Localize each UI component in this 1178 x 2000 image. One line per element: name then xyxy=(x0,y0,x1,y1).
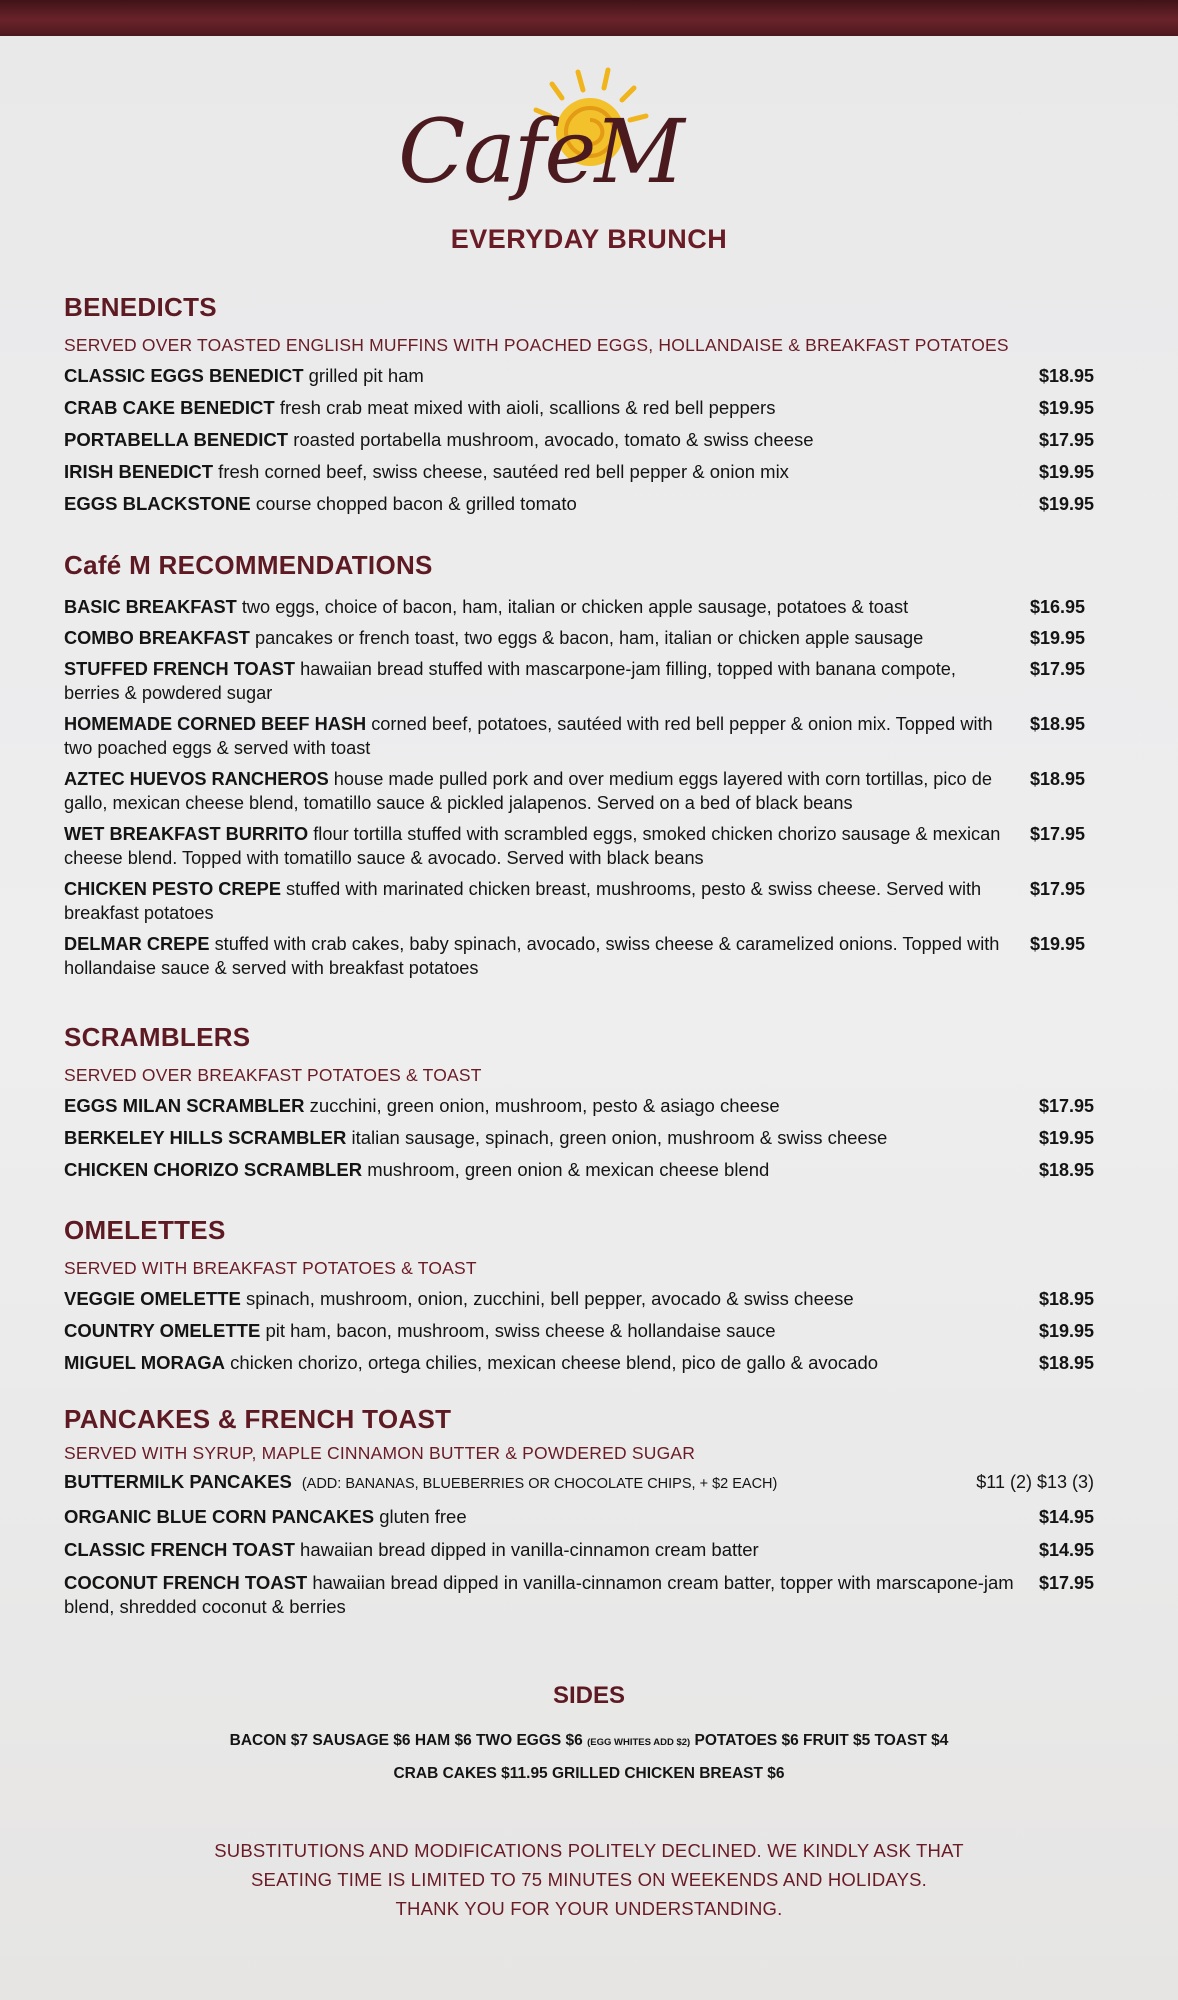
sides-line-2: CRAB CAKES $11.95 GRILLED CHICKEN BREAST $6 xyxy=(393,1765,785,1782)
item-name: CLASSIC EGGS BENEDICT xyxy=(64,365,304,386)
item-price: $17.95 xyxy=(1030,824,1086,844)
footer-line: THANK YOU FOR YOUR UNDERSTANDING. xyxy=(395,1898,783,1919)
section-title: OMELETTES xyxy=(64,1215,226,1245)
item-name: DELMAR CREPE xyxy=(64,934,210,954)
menu-item xyxy=(64,767,1094,815)
item-description: stuffed with crab cakes, baby spinach, avocado, swiss cheese & caramelized onions. Topped with hollandaise sauce & served with breakfast potatoes xyxy=(64,934,1000,978)
item-name: EGGS BLACKSTONE xyxy=(64,493,251,514)
item-description: two eggs, choice of bacon, ham, italian or chicken apple sausage, potatoes & toast xyxy=(236,597,909,617)
section-title: SCRAMBLERS xyxy=(64,1022,251,1052)
item-list xyxy=(64,364,1094,516)
item-price: $19.95 xyxy=(1038,1321,1094,1341)
item-name: BASIC BREAKFAST xyxy=(64,597,237,617)
item-name: AZTEC HUEVOS RANCHEROS xyxy=(64,769,329,789)
item-name: COCONUT FRENCH TOAST xyxy=(64,1572,308,1593)
sides-title: SIDES xyxy=(552,1682,626,1709)
menu-item xyxy=(64,657,1094,705)
item-name: PORTABELLA BENEDICT xyxy=(64,429,289,450)
item-list xyxy=(64,1094,1094,1182)
item-name: COMBO BREAKFAST xyxy=(64,628,250,648)
section-recommendations xyxy=(64,550,1094,980)
item-description: pancakes or french toast, two eggs & bacon, ham, italian or chicken apple sausage xyxy=(249,628,924,648)
item-price: $14.95 xyxy=(1038,1507,1094,1527)
menu-item xyxy=(64,1470,1094,1496)
item-description: chicken chorizo, ortega chilies, mexican cheese blend, pico de gallo & avocado xyxy=(225,1352,879,1373)
menu-item xyxy=(64,1287,1094,1311)
item-name: IRISH BENEDICT xyxy=(64,461,214,482)
menu-item xyxy=(64,1126,1094,1150)
menu-item xyxy=(64,595,1094,619)
item-addon: (ADD: BANANAS, BLUEBERRIES OR CHOCOLATE CHIPS, + $2 EACH) xyxy=(301,1476,778,1492)
sides-text: POTATOES $6 FRUIT $5 TOAST $4 xyxy=(694,1732,949,1749)
section-title: PANCAKES & FRENCH TOAST xyxy=(64,1404,452,1434)
item-price: $16.95 xyxy=(1030,597,1086,617)
item-price: $18.95 xyxy=(1038,1160,1094,1180)
menu-item xyxy=(64,822,1094,870)
item-name: VEGGIE OMELETTE xyxy=(64,1288,241,1309)
item-name: CHICKEN CHORIZO SCRAMBLER xyxy=(64,1159,363,1180)
item-description: zucchini, green onion, mushroom, pesto & asiago cheese xyxy=(304,1095,780,1116)
menu-item xyxy=(64,877,1094,925)
menu-item xyxy=(64,428,1094,452)
section-title: Café M RECOMMENDATIONS xyxy=(64,550,433,580)
item-name: WET BREAKFAST BURRITO xyxy=(64,824,309,844)
menu-binder-edge xyxy=(0,0,1178,36)
item-list xyxy=(64,595,1094,980)
item-price: $17.95 xyxy=(1038,1096,1094,1116)
item-description: spinach, mushroom, onion, zucchini, bell pepper, avocado & swiss cheese xyxy=(240,1288,854,1309)
item-price: $19.95 xyxy=(1038,1128,1094,1148)
menu-item xyxy=(64,492,1094,516)
menu-item xyxy=(64,626,1094,650)
sides-line-1 xyxy=(0,1732,1178,1750)
item-price: $11 (2) $13 (3) xyxy=(976,1472,1094,1492)
item-description: grilled pit ham xyxy=(303,365,424,386)
item-description: house made pulled pork and over medium eggs layered with corn tortillas, pico de gallo, mexican cheese blend, tomatillo sauce & pickled jalapenos. Served on a bed of black beans xyxy=(64,769,992,813)
menu-title: EVERYDAY BRUNCH xyxy=(450,224,728,254)
item-price: $19.95 xyxy=(1038,398,1094,418)
section-title: BENEDICTS xyxy=(64,292,217,322)
footer-note xyxy=(0,1836,1178,1923)
item-price: $18.95 xyxy=(1030,714,1086,734)
item-description: italian sausage, spinach, green onion, mushroom & swiss cheese xyxy=(346,1127,888,1148)
item-name: CHICKEN PESTO CREPE xyxy=(64,879,281,899)
item-description: hawaiian bread dipped in vanilla-cinnamon cream batter, topper with marscapone-jam blend, shredded coconut & berries xyxy=(64,1572,1014,1617)
item-price: $18.95 xyxy=(1038,1289,1094,1309)
item-description: fresh crab meat mixed with aioli, scallions & red bell peppers xyxy=(274,397,776,418)
logo-wordmark: CafeM xyxy=(398,100,683,203)
sides-text: BACON $7 SAUSAGE $6 HAM $6 TWO EGGS $6 xyxy=(229,1732,583,1749)
item-name: MIGUEL MORAGA xyxy=(64,1352,226,1373)
menu-item xyxy=(64,1094,1094,1118)
item-price: $18.95 xyxy=(1038,366,1094,386)
item-name: ORGANIC BLUE CORN PANCAKES xyxy=(64,1506,375,1527)
menu-item xyxy=(64,1351,1094,1375)
item-price: $17.95 xyxy=(1038,1573,1094,1593)
item-price: $17.95 xyxy=(1030,659,1086,679)
menu-item xyxy=(64,1538,1094,1562)
item-price: $18.95 xyxy=(1038,1353,1094,1373)
item-description: hawaiian bread stuffed with mascarpone-jam filling, topped with banana compote, berries & powdered sugar xyxy=(64,659,956,703)
section-scramblers xyxy=(64,1022,1094,1182)
item-name: HOMEMADE CORNED BEEF HASH xyxy=(64,714,367,734)
item-description: corned beef, potatoes, sautéed with red bell pepper & onion mix. Topped with two poached eggs & served with toast xyxy=(64,714,993,758)
item-price: $18.95 xyxy=(1030,769,1086,789)
section-note: SERVED OVER BREAKFAST POTATOES & TOAST xyxy=(64,1065,482,1085)
item-name: BERKELEY HILLS SCRAMBLER xyxy=(64,1127,347,1148)
item-price: $17.95 xyxy=(1030,879,1086,899)
cafe-logo xyxy=(390,60,730,225)
section-benedicts xyxy=(64,292,1094,516)
item-price: $17.95 xyxy=(1038,430,1094,450)
menu-item xyxy=(64,1571,1094,1619)
section-pancakes xyxy=(64,1404,1094,1619)
menu-item xyxy=(64,1158,1094,1182)
menu-item xyxy=(64,1319,1094,1343)
item-price: $19.95 xyxy=(1038,462,1094,482)
item-description: roasted portabella mushroom, avocado, tomato & swiss cheese xyxy=(288,429,814,450)
menu-item xyxy=(64,364,1094,388)
item-description: mushroom, green onion & mexican cheese blend xyxy=(362,1159,770,1180)
item-price: $14.95 xyxy=(1038,1540,1094,1560)
section-note: SERVED OVER TOASTED ENGLISH MUFFINS WITH POACHED EGGS, HOLLANDAISE & BREAKFAST POTATOES xyxy=(64,335,1009,355)
footer-line: SUBSTITUTIONS AND MODIFICATIONS POLITELY DECLINED. WE KINDLY ASK THAT xyxy=(214,1840,964,1861)
item-name: CRAB CAKE BENEDICT xyxy=(64,397,275,418)
item-list xyxy=(64,1470,1094,1619)
section-omelettes xyxy=(64,1215,1094,1375)
menu-item xyxy=(64,1505,1094,1529)
item-name: EGGS MILAN SCRAMBLER xyxy=(64,1095,305,1116)
menu-item xyxy=(64,460,1094,484)
item-name: CLASSIC FRENCH TOAST xyxy=(64,1539,295,1560)
menu-item xyxy=(64,396,1094,420)
section-note: SERVED WITH SYRUP, MAPLE CINNAMON BUTTER & POWDERED SUGAR xyxy=(64,1443,696,1463)
item-description: course chopped bacon & grilled tomato xyxy=(250,493,577,514)
item-list xyxy=(64,1287,1094,1375)
item-description: fresh corned beef, swiss cheese, sautéed red bell pepper & onion mix xyxy=(213,461,789,482)
item-name: BUTTERMILK PANCAKES xyxy=(64,1471,292,1492)
item-description: gluten free xyxy=(374,1506,467,1527)
item-description: pit ham, bacon, mushroom, swiss cheese & hollandaise sauce xyxy=(260,1320,776,1341)
footer-line: SEATING TIME IS LIMITED TO 75 MINUTES ON WEEKENDS AND HOLIDAYS. xyxy=(251,1869,927,1890)
item-price: $19.95 xyxy=(1030,628,1086,648)
item-description: flour tortilla stuffed with scrambled eggs, smoked chicken chorizo sausage & mexican cheese blend. Topped with tomatillo sauce & avocado. Served with black beans xyxy=(64,824,1001,868)
section-note: SERVED WITH BREAKFAST POTATOES & TOAST xyxy=(64,1258,477,1278)
item-price: $19.95 xyxy=(1030,934,1086,954)
item-description: hawaiian bread dipped in vanilla-cinnamon cream batter xyxy=(294,1539,759,1560)
item-name: STUFFED FRENCH TOAST xyxy=(64,659,296,679)
menu-item xyxy=(64,712,1094,760)
item-price: $19.95 xyxy=(1038,494,1094,514)
sides-note: (EGG WHITES ADD $2) xyxy=(587,1737,691,1748)
item-description: stuffed with marinated chicken breast, mushrooms, pesto & swiss cheese. Served with breakfast potatoes xyxy=(64,879,982,923)
item-name: COUNTRY OMELETTE xyxy=(64,1320,261,1341)
menu-item xyxy=(64,932,1094,980)
